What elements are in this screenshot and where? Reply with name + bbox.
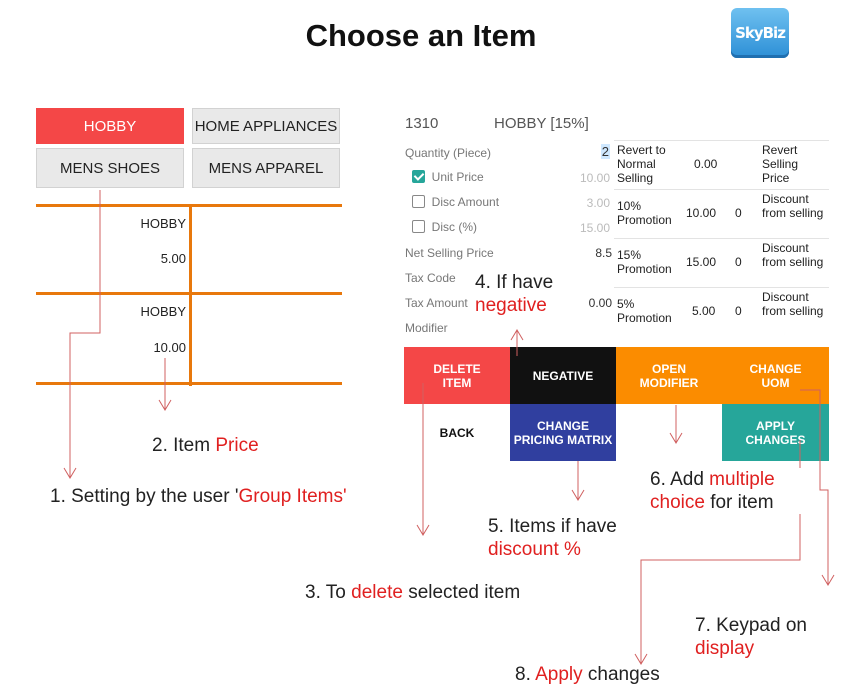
group-button-hobby[interactable]: HOBBY xyxy=(36,108,184,144)
promotion-row[interactable]: Revert to Normal Selling 0.00 Revert Selling Price xyxy=(614,140,829,187)
apply-changes-button[interactable]: APPLY CHANGES xyxy=(722,404,829,461)
annotation-2: 2. Item Price xyxy=(152,435,259,456)
group-button-home-appliances[interactable]: HOME APPLIANCES xyxy=(192,108,340,144)
tax-amount-value: 0.00 xyxy=(588,296,612,310)
annotation-8: 8. Apply changes xyxy=(515,664,660,685)
open-modifier-button[interactable]: OPEN MODIFIER xyxy=(616,347,722,404)
annotation-5: 5. Items if have discount % xyxy=(488,516,617,560)
delete-item-button[interactable]: DELETE ITEM xyxy=(404,347,510,404)
promotion-row[interactable]: 10% Promotion 10.00 0 Discount from selling xyxy=(614,189,829,236)
divider xyxy=(36,382,342,385)
change-uom-button[interactable]: CHANGE UOM xyxy=(722,347,829,404)
quantity-label: Quantity (Piece) xyxy=(405,146,492,160)
group-button-mens-shoes[interactable]: MENS SHOES xyxy=(36,148,184,188)
disc-amount-value: 3.00 xyxy=(586,196,610,210)
checkbox-icon[interactable] xyxy=(412,220,425,233)
page-title: Choose an Item xyxy=(305,18,537,53)
net-price-value: 8.5 xyxy=(595,246,612,260)
change-pricing-matrix-button[interactable]: CHANGE PRICING MATRIX xyxy=(510,404,616,461)
negative-button[interactable]: NEGATIVE xyxy=(510,347,616,404)
quantity-input[interactable]: 2 xyxy=(601,144,609,159)
annotation-7: 7. Keypad on display xyxy=(695,615,807,659)
divider xyxy=(189,204,192,386)
disc-amount-option[interactable]: Disc Amount xyxy=(412,195,499,209)
item-price: 5.00 xyxy=(160,251,186,266)
tax-amount-label: Tax Amount xyxy=(405,296,468,310)
item-price: 10.00 xyxy=(153,340,186,355)
annotation-4: 4. If have negative xyxy=(475,272,554,316)
checkbox-icon[interactable] xyxy=(412,195,425,208)
divider xyxy=(36,292,342,295)
group-button-mens-apparel[interactable]: MENS APPAREL xyxy=(192,148,340,188)
promotion-row[interactable]: 15% Promotion 15.00 0 Discount from selling xyxy=(614,238,829,285)
net-price-label: Net Selling Price xyxy=(405,246,494,260)
disc-pct-value: 15.00 xyxy=(579,221,610,235)
back-button[interactable]: BACK xyxy=(404,404,510,461)
item-group: HOBBY [15%] xyxy=(494,115,589,132)
tax-code-label: Tax Code xyxy=(405,271,456,285)
disc-pct-option[interactable]: Disc (%) xyxy=(412,220,477,234)
unit-price-option[interactable]: Unit Price xyxy=(412,170,484,184)
skybiz-logo: SkyBiz xyxy=(731,8,789,58)
annotation-3: 3. To delete selected item xyxy=(305,582,521,603)
annotation-6: 6. Add multiple choice for item xyxy=(650,468,815,514)
item-name[interactable]: HOBBY xyxy=(140,216,186,231)
item-code: 1310 xyxy=(405,115,439,132)
unit-price-value: 10.00 xyxy=(579,171,610,185)
item-name[interactable]: HOBBY xyxy=(140,304,186,319)
promotion-row[interactable]: 5% Promotion 5.00 0 Discount from selling xyxy=(614,287,829,334)
annotation-1: 1. Setting by the user 'Group Items' xyxy=(50,486,347,507)
modifier-label: Modifier xyxy=(405,321,448,335)
checkbox-checked-icon[interactable] xyxy=(412,170,425,183)
